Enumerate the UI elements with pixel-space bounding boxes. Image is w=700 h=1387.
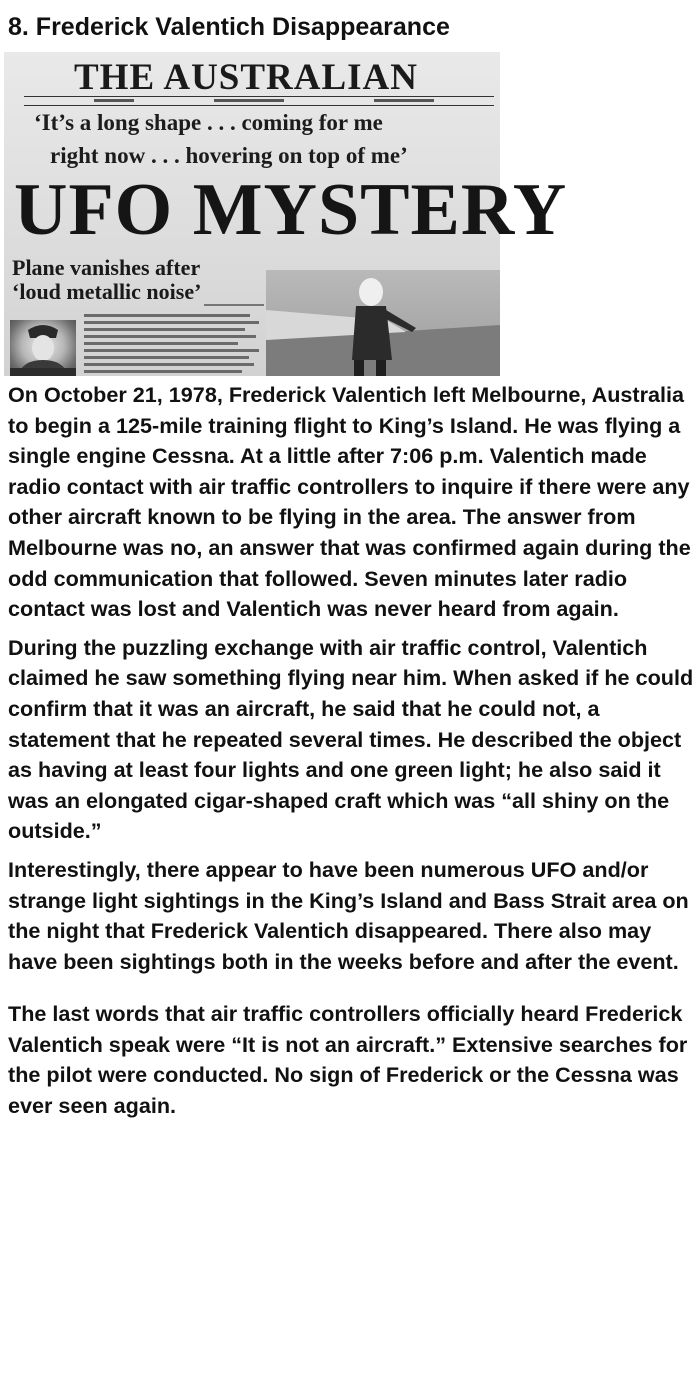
newspaper-clipping-image [4,52,568,376]
subhead-line-1: Plane vanishes after [12,255,201,280]
article-title: 8. Frederick Valentich Disappearance [8,13,450,41]
byline-rule [204,304,264,306]
newspaper-dateline-rule [24,96,494,106]
newspaper-column-text [84,314,259,377]
newspaper-subhead [12,256,201,304]
paragraph-3: Interestingly, there appear to have been numerous UFO and/or strange light sightings in the King’s Island and Bass Strait area on the night that Frederick Valentich disappeared. There also may have been sightings both in the weeks before and after the event. [8,856,689,974]
newspaper-masthead: THE AUSTRALIAN [74,57,419,98]
newspaper-headline: UFO MYSTERY [14,169,568,251]
article-body [8,380,698,1130]
previous-item-cutoff [0,0,420,8]
pilot-portrait-photo [10,320,76,376]
paragraph-2: During the puzzling exchange with air traffic control, Valentich claimed he saw something flying near him. When asked if he could confirm that it was an aircraft, he said that he could not, a statement that he repeated several times. He described the object as having at least four lights and one green light; he also said it was an elongated cigar-shaped craft which was “all shiny on the outside.” [8,634,694,844]
quote-line-2: right now . . . hovering on top of me’ [50,143,408,168]
pilot-plane-photo [266,270,500,376]
paragraph-4: The last words that air traffic controllers officially heard Frederick Valentich speak were “It is not an aircraft.” Extensive searches for the pilot were conducted. No sign of Frederick or the Cessna was ever seen again. [8,1001,688,1119]
paragraph-1: On October 21, 1978, Frederick Valentich left Melbourne, Australia to begin a 125-mile training flight to King’s Island. He was flying a single engine Cessna. At a little after 7:06 p.m. Valentich made radio contact with air traffic controllers to inquire if there were any other aircraft known to be flying in the area. The answer from Melbourne was no, an answer that was confirmed again during the odd communication that followed. Seven minutes later radio contact was lost and Valentich was never heard from again. [8,382,691,622]
newspaper-quote [34,106,408,172]
quote-line-1: ‘It’s a long shape . . . coming for me [34,110,383,135]
subhead-line-2: ‘loud metallic noise’ [12,279,202,304]
next-item-cutoff [0,1366,700,1375]
